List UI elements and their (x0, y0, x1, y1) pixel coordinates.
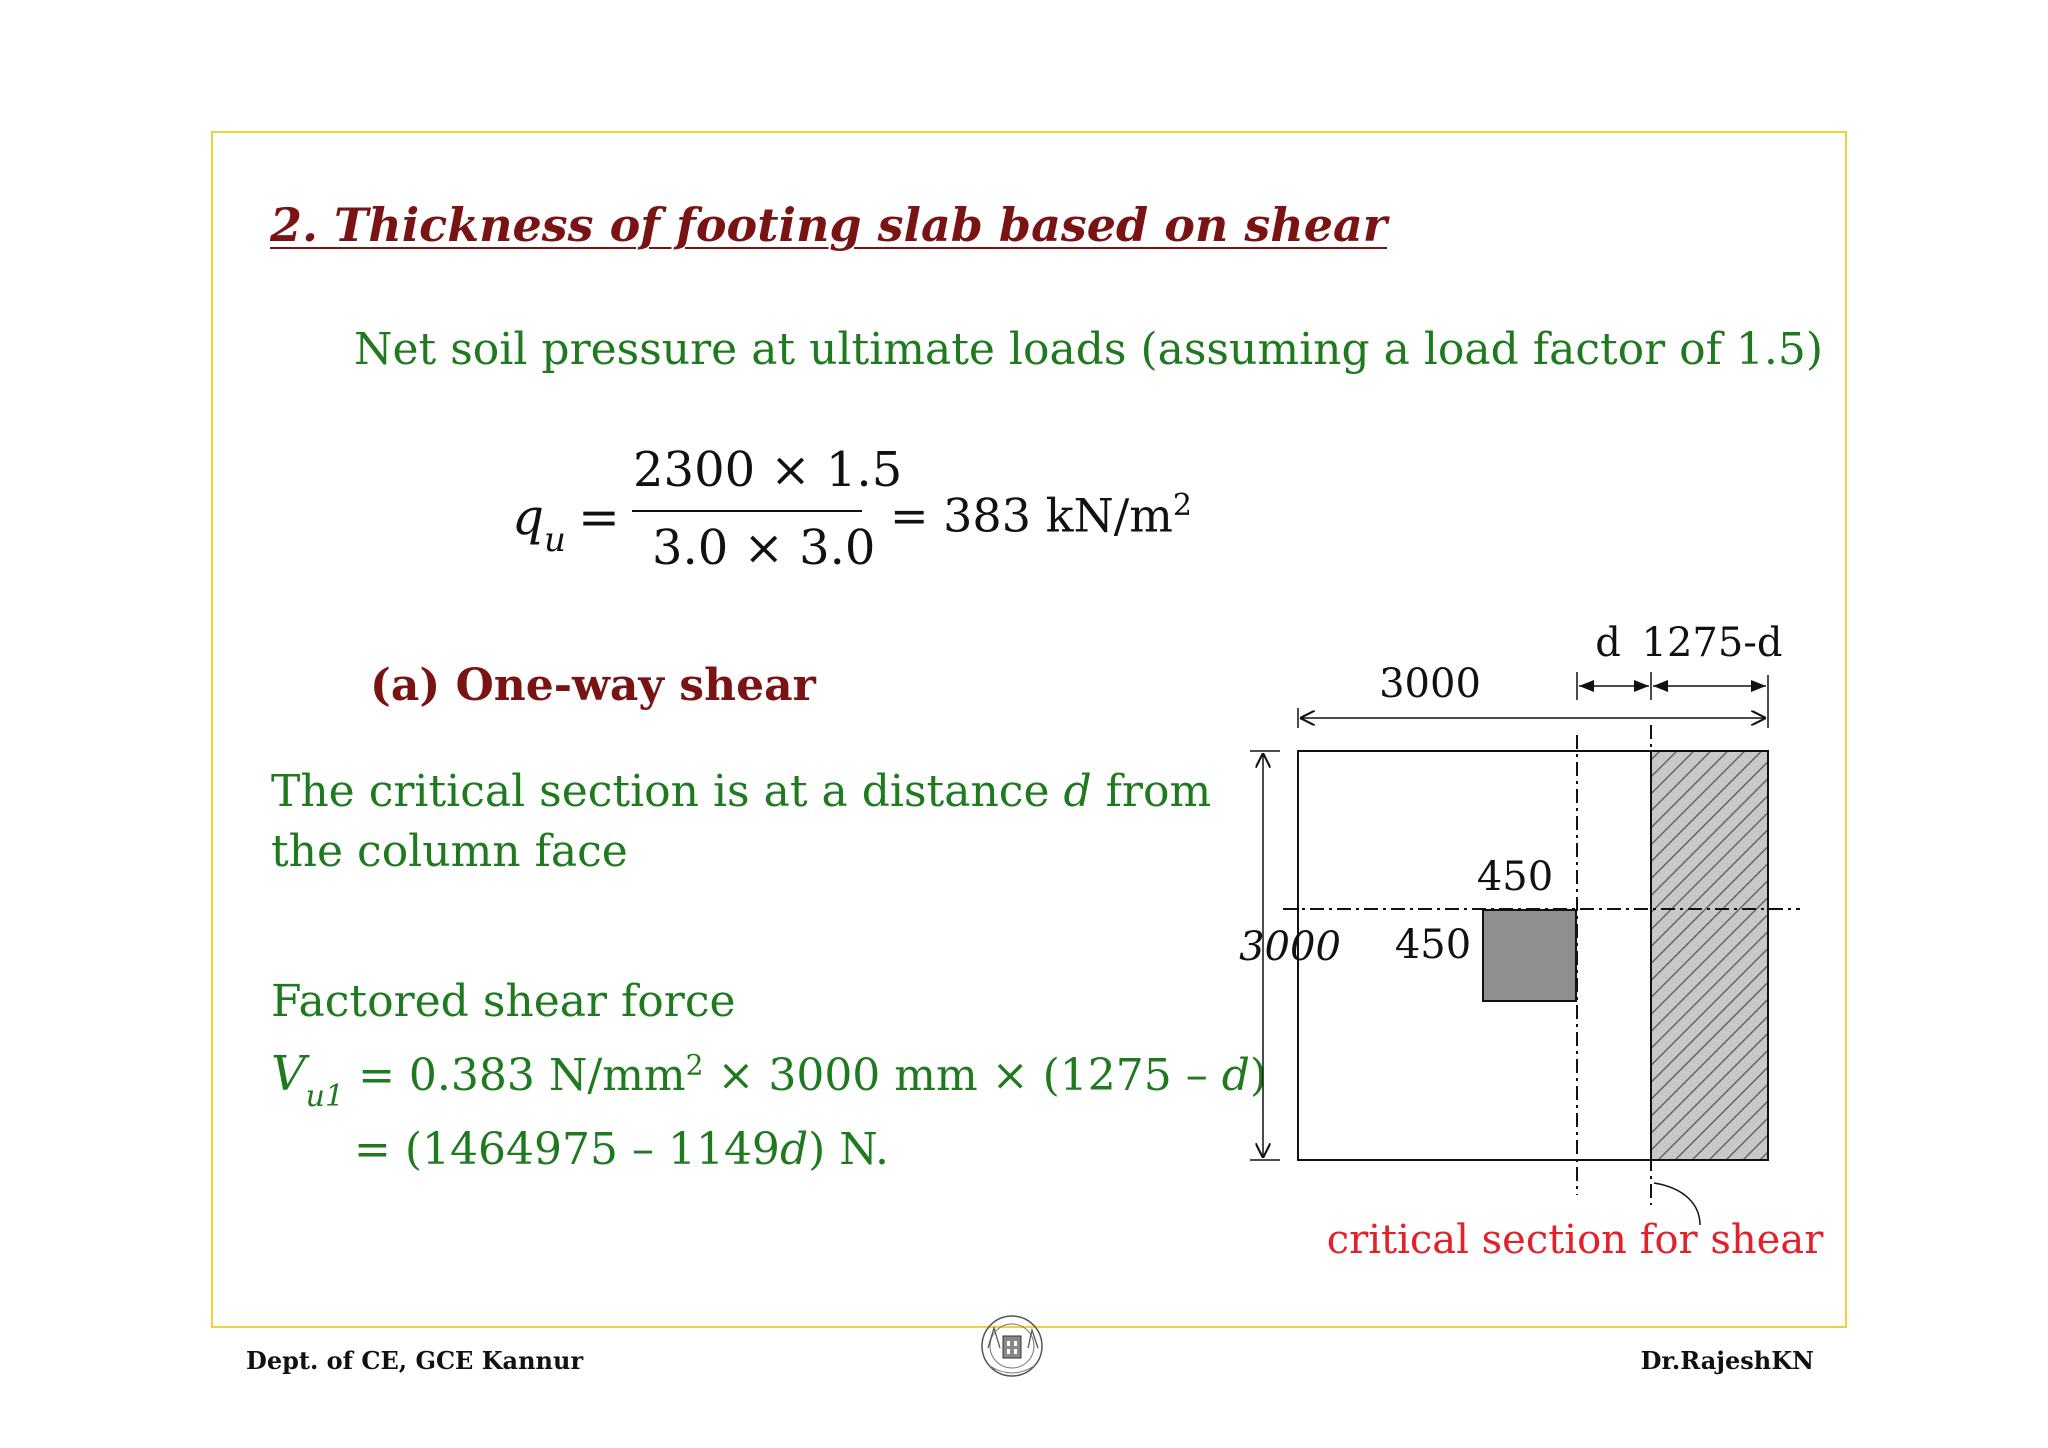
eq1-var: d (1221, 1050, 1250, 1101)
slide-title: 2. Thickness of footing slab based on shear (270, 198, 1388, 252)
critical-text-line2: the column face (271, 826, 628, 877)
dim-left-label: 3000 (1239, 924, 1341, 970)
critical-text-var: d (1063, 766, 1092, 817)
column (1483, 910, 1576, 1001)
eq1-subscript: u1 (305, 1078, 345, 1114)
footer-right: Dr.RajeshKN (1640, 1346, 1814, 1375)
dim-rest-label: 1275-d (1641, 620, 1783, 666)
formula-result: = 383 kN/m (890, 488, 1173, 543)
shear-force-label: Factored shear force (271, 976, 736, 1027)
dim-top-label: 3000 (1379, 661, 1481, 707)
formula-denominator: 3.0 × 3.0 (652, 520, 876, 576)
college-emblem (978, 1308, 1046, 1386)
eq1-part-c: ) (1249, 1050, 1268, 1101)
eq1-part-b: × 3000 mm × (1275 – (703, 1050, 1222, 1101)
dim-d-label: d (1595, 620, 1621, 666)
critical-text-after: from (1091, 766, 1212, 817)
subheading-one-way-shear: (a) One-way shear (370, 660, 816, 711)
critical-text-before: The critical section is at a distance (271, 766, 1064, 817)
eq2-part-a: = (1464975 – 1149 (354, 1124, 780, 1175)
eq2-part-b: ) N. (808, 1124, 889, 1175)
formula-lhs-symbol: q (512, 488, 545, 546)
eq2-var: d (779, 1124, 809, 1175)
formula-result-sup: 2 (1172, 488, 1192, 523)
hatched-shear-zone (1651, 751, 1768, 1160)
formula-equals: = (578, 488, 620, 546)
eq1-part-a: = 0.383 N/mm (344, 1050, 686, 1101)
footer-left: Dept. of CE, GCE Kannur (246, 1346, 584, 1375)
eq1-symbol: V (271, 1046, 306, 1102)
formula-numerator: 2300 × 1.5 (633, 442, 903, 498)
column-top-label: 450 (1476, 854, 1554, 900)
formula-lhs-subscript: u (544, 520, 566, 560)
intro-text: Net soil pressure at ultimate loads (assuming a load factor of 1.5) (354, 324, 1824, 375)
column-left-label: 450 (1394, 922, 1472, 968)
critical-section-label: critical section for shear (1326, 1217, 1824, 1263)
eq1-part-a-sup: 2 (685, 1048, 704, 1082)
